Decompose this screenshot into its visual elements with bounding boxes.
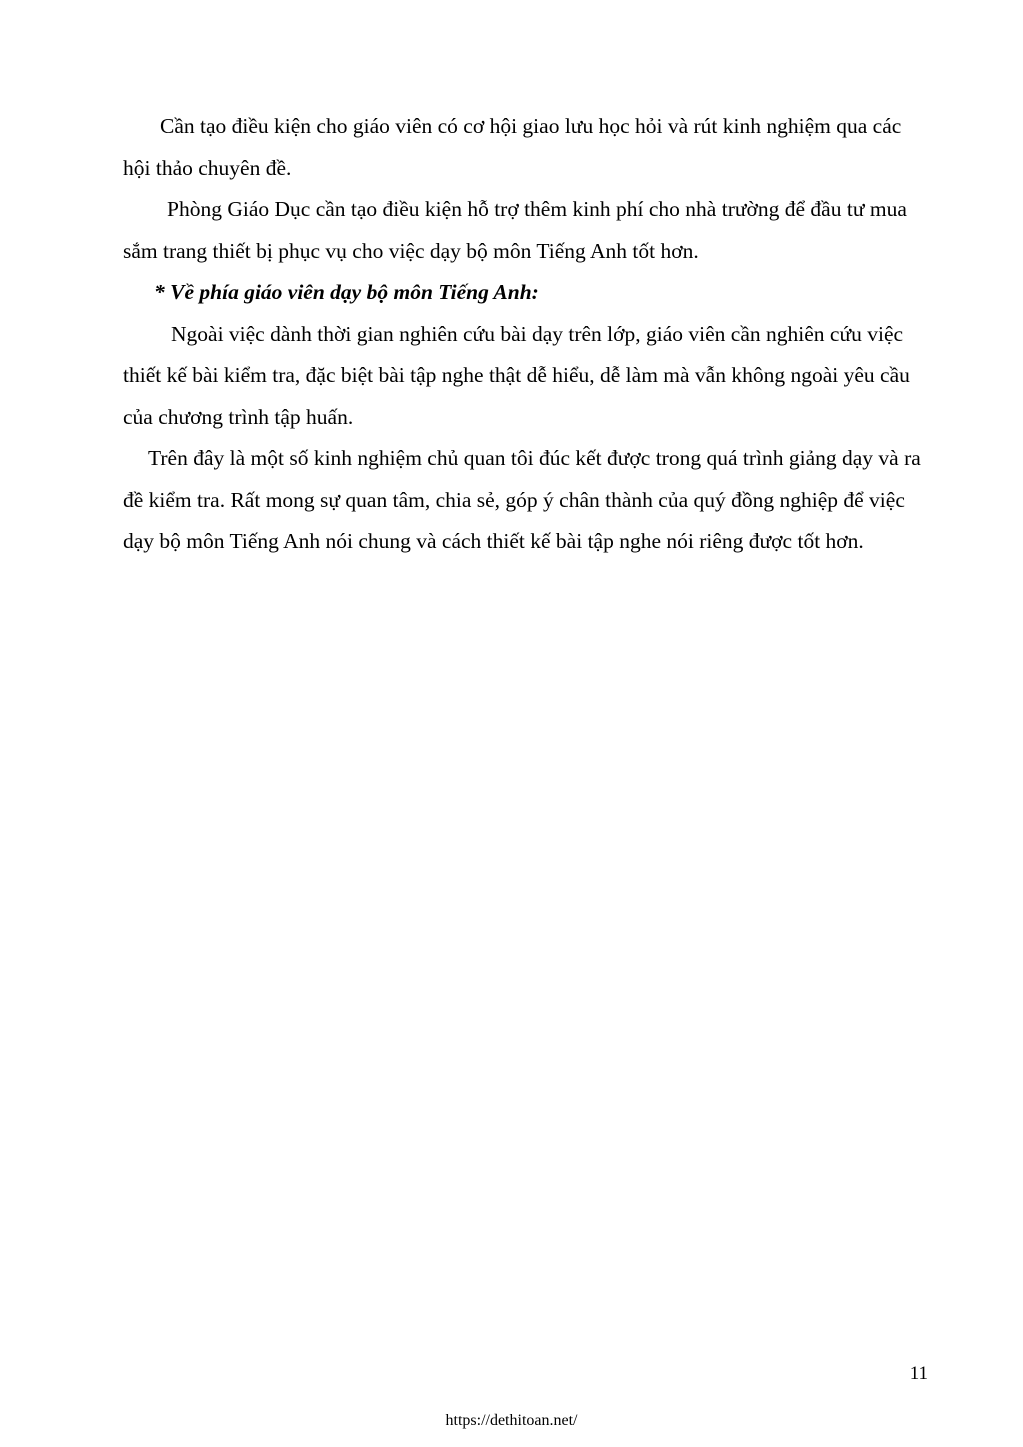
paragraph-education-office: Phòng Giáo Dục cần tạo điều kiện hỗ trợ thêm kinh phí cho nhà trường để đầu tư mua sắm trang thiết bị phục vụ cho việc dạy bộ môn Tiếng Anh tốt hơn. xyxy=(123,197,907,263)
page-number: 11 xyxy=(909,1363,928,1384)
section-heading-teachers: * Về phía giáo viên dạy bộ môn Tiếng Anh: xyxy=(154,280,539,304)
paragraph-teacher-exchange: Cần tạo điều kiện cho giáo viên có cơ hội giao lưu học hỏi và rút kinh nghiệm qua các hội thảo chuyên đề. xyxy=(123,114,902,180)
document-body xyxy=(123,106,923,563)
paragraph-test-design: Ngoài việc dành thời gian nghiên cứu bài dạy trên lớp, giáo viên cần nghiên cứu việc thiết kế bài kiểm tra, đặc biệt bài tập nghe thật dễ hiểu, dễ làm mà vẫn không ngoài yêu cầu của chương trình tập huấn. xyxy=(123,321,910,429)
paragraph-conclusion: Trên đây là một số kinh nghiệm chủ quan tôi đúc kết được trong quá trình giảng dạy và ra đề kiểm tra. Rất mong sự quan tâm, chia sẻ, góp ý chân thành của quý đồng nghiệp để việc dạy bộ môn Tiếng Anh nói chung và cách thiết kế bài tập nghe nói riêng được tốt hơn. xyxy=(123,446,921,553)
footer-url: https://dethitoan.net/ xyxy=(445,1412,578,1429)
